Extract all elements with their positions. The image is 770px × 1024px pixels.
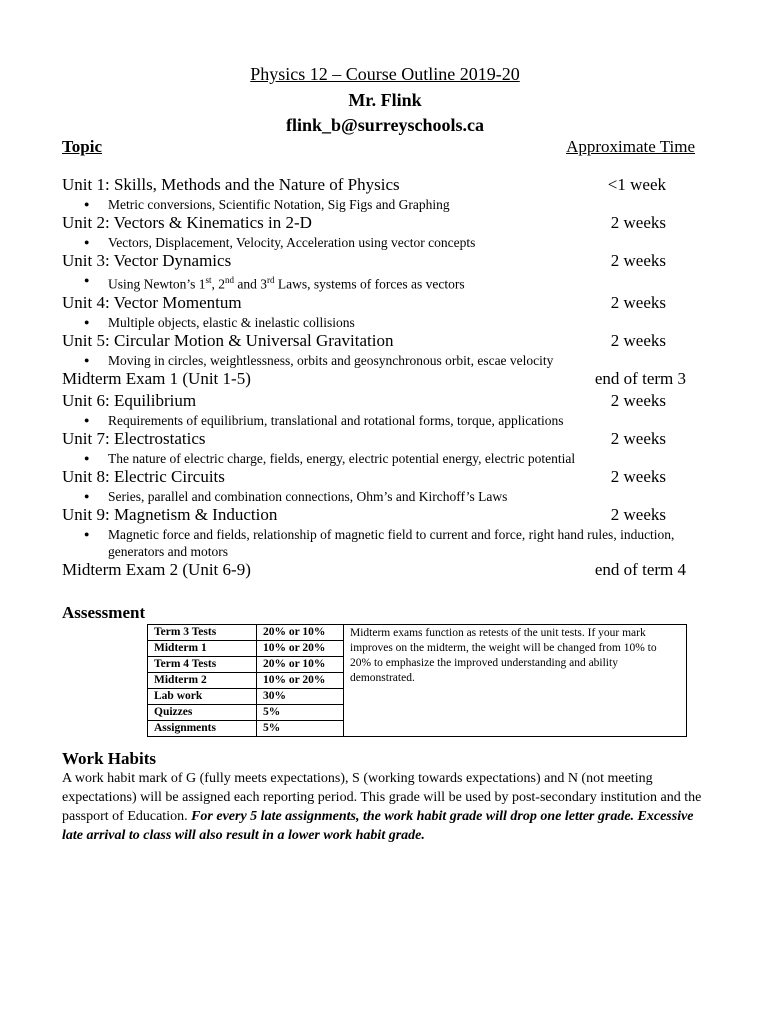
unit-bullet: ● Series, parallel and combination connections, Ohm’s and Kirchoff’s Laws	[62, 488, 694, 505]
unit-title: Unit 2: Vectors & Kinematics in 2-D	[62, 213, 312, 232]
teacher-email: flink_b@surreyschools.ca	[286, 115, 484, 135]
unit-title: Unit 3: Vector Dynamics	[62, 251, 232, 270]
unit-time: 2 weeks	[610, 213, 666, 232]
unit-bullet: ● Magnetic force and fields, relationship of magnetic field to current and force, right hand rules, induction, generators and motors	[62, 526, 694, 560]
assessment-weight: 20% or 10%	[257, 657, 344, 673]
course-title: Physics 12 – Course Outline 2019-20	[250, 64, 520, 84]
work-habits-emphasis: For every 5 late assignments, the work habit grade will drop one letter grade. Excessive late arrival to class will also result in a lower work habit grade.	[62, 809, 694, 843]
assessment-weight: 5%	[257, 705, 344, 721]
assessment-table	[147, 624, 687, 737]
assessment-weight: 20% or 10%	[257, 625, 344, 641]
unit-title: Unit 9: Magnetism & Induction	[62, 504, 278, 524]
table-row	[148, 625, 687, 641]
work-habits-heading: Work Habits	[62, 749, 156, 768]
exam-title: Midterm Exam 1 (Unit 1-5)	[62, 368, 251, 388]
exam-row	[62, 368, 694, 390]
unit-row	[62, 250, 694, 272]
unit-row	[62, 466, 694, 488]
assessment-label: Assignments	[148, 721, 257, 737]
unit-bullet: ● Metric conversions, Scientific Notation, Sig Figs and Graphing	[62, 196, 694, 213]
unit-bullet	[62, 272, 694, 293]
unit-list	[62, 174, 694, 581]
topic-column-heading: Topic	[62, 137, 103, 156]
superscript: nd	[225, 275, 235, 285]
unit-bullet: ● The nature of electric charge, fields, energy, electric potential energy, electric potential	[62, 450, 694, 467]
assessment-weight: 5%	[257, 721, 344, 737]
assessment-label: Term 4 Tests	[148, 657, 257, 673]
unit-time: 2 weeks	[610, 251, 666, 270]
unit-row	[62, 504, 694, 526]
exam-title: Midterm Exam 2 (Unit 6-9)	[62, 559, 251, 579]
unit-bullet: ● Requirements of equilibrium, translational and rotational forms, torque, applications	[62, 412, 694, 429]
assessment-label: Midterm 2	[148, 673, 257, 689]
unit-time: 2 weeks	[610, 330, 666, 350]
assessment-label: Term 3 Tests	[148, 625, 257, 641]
assessment-weight: 10% or 20%	[257, 641, 344, 657]
bullet-text: Using Newton’s 1	[108, 276, 206, 292]
teacher-name: Mr. Flink	[348, 90, 422, 110]
unit-title: Unit 6: Equilibrium	[62, 390, 197, 410]
unit-row	[62, 330, 694, 352]
unit-bullet: ● Multiple objects, elastic & inelastic collisions	[62, 314, 694, 331]
assessment-weight: 30%	[257, 689, 344, 705]
unit-row	[62, 390, 694, 412]
unit-bullet: ● Vectors, Displacement, Velocity, Acceleration using vector concepts	[62, 234, 694, 251]
unit-time: 2 weeks	[610, 428, 666, 448]
assessment-label: Quizzes	[148, 705, 257, 721]
unit-time: 2 weeks	[610, 466, 666, 486]
bullet-text: and 3	[234, 276, 268, 292]
unit-row	[62, 174, 694, 196]
unit-time: 2 weeks	[610, 504, 666, 524]
unit-row	[62, 212, 694, 234]
unit-title: Unit 1: Skills, Methods and the Nature of Physics	[62, 175, 400, 194]
assessment-label: Midterm 1	[148, 641, 257, 657]
time-column-heading: Approximate Time	[566, 137, 695, 156]
bullet-text: , 2	[211, 276, 226, 292]
exam-time: end of term 3	[594, 368, 686, 388]
assessment-note: Midterm exams function as retests of the unit tests. If your mark improves on the midterm, the weight will be changed from 10% to 20% to emphasize the improved understanding and ability demonstrated.	[344, 625, 687, 737]
assessment-weight: 10% or 20%	[257, 673, 344, 689]
unit-title: Unit 8: Electric Circuits	[62, 466, 225, 486]
assessment-label: Lab work	[148, 689, 257, 705]
unit-time: 2 weeks	[610, 292, 666, 312]
superscript: rd	[267, 275, 275, 285]
work-habits-text: A work habit mark of G (fully meets expectations), S (working towards expectations) and N (not meeting expectations) will be assigned each reporting period. This grade will be used by post-secondary institution and the passport of Education.	[62, 771, 702, 824]
unit-title: Unit 4: Vector Momentum	[62, 292, 242, 312]
work-habits-paragraph	[62, 769, 702, 845]
unit-time: <1 week	[607, 175, 666, 194]
superscript: st	[205, 275, 212, 285]
unit-time: 2 weeks	[610, 390, 666, 410]
unit-title: Unit 5: Circular Motion & Universal Gravitation	[62, 330, 394, 350]
unit-row	[62, 428, 694, 450]
assessment-heading: Assessment	[62, 603, 146, 622]
bullet-text: Laws, systems of forces as vectors	[274, 276, 465, 292]
unit-title: Unit 7: Electrostatics	[62, 428, 206, 448]
exam-row	[62, 559, 694, 581]
exam-time: end of term 4	[594, 559, 686, 579]
unit-row	[62, 292, 694, 314]
unit-bullet: ● Moving in circles, weightlessness, orbits and geosynchronous orbit, escae velocity	[62, 352, 694, 369]
